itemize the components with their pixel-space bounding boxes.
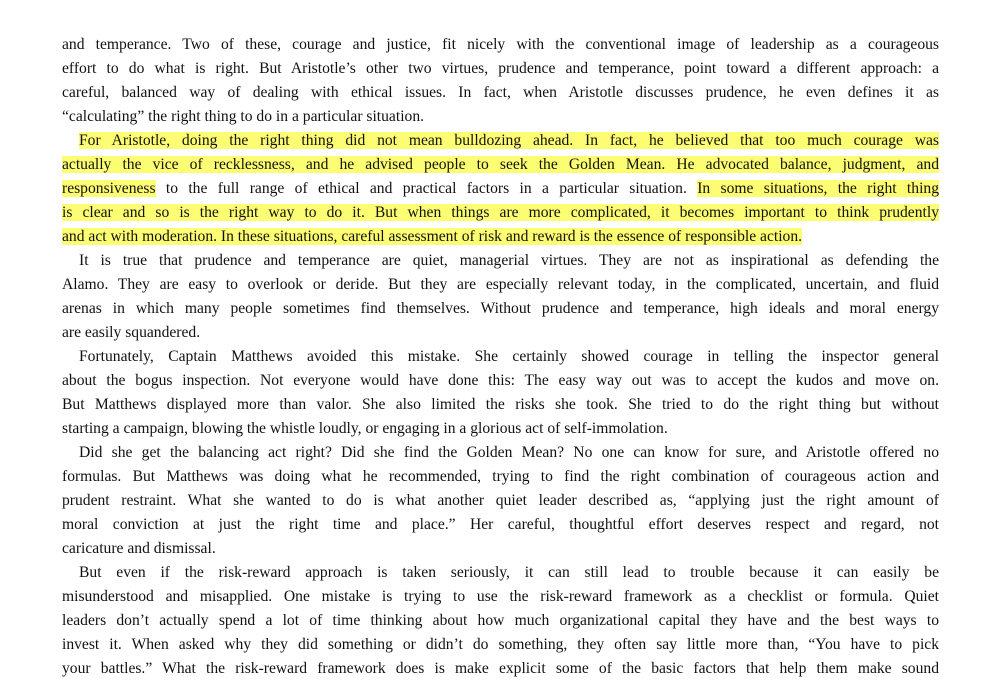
text-line [62, 369, 939, 393]
text-line [62, 297, 939, 321]
text-segment: “calculating” the right thing to do in a particular situation. [62, 108, 425, 125]
text-line [62, 225, 939, 249]
paragraph [62, 129, 939, 249]
text-segment: moral conviction at just the right time and place.” Her careful, thoughtful effort deserves respect and regard, not [62, 516, 939, 533]
text-line [62, 57, 939, 81]
text-line [62, 105, 939, 129]
text-line [62, 537, 939, 561]
text-segment: to the full range of ethical and practical factors in a particular situation. [155, 180, 698, 197]
text-line [62, 489, 939, 513]
highlighted-text: For Aristotle, doing the right thing did not mean bulldozing ahead. In fact, he believed that too much courage was [79, 132, 939, 149]
text-line [62, 609, 939, 633]
text-line [62, 249, 939, 273]
paragraph [62, 345, 939, 441]
paragraph [62, 33, 939, 129]
text-line [62, 129, 939, 153]
text-segment: arenas in which many people sometimes find themselves. Without prudence and temperance, high ideals and moral energy [62, 300, 939, 317]
text-line [62, 201, 939, 225]
text-segment: invest it. When asked why they did something or didn’t do something, they often say little more than, “You have to pick [62, 636, 939, 653]
text-segment: leaders don’t actually spend a lot of time thinking about how much organizational capital they have and the best ways to [62, 612, 939, 629]
text-line [62, 585, 939, 609]
highlighted-text: and act with moderation. In these situations, careful assessment of risk and reward is the essence of responsible action. [62, 228, 803, 245]
document-page [62, 33, 939, 681]
text-line [62, 417, 939, 441]
paragraph [62, 441, 939, 561]
text-line [62, 273, 939, 297]
highlighted-text: responsiveness [62, 180, 156, 197]
highlighted-text: is clear and so is the right way to do it. But when things are more complicated, it becomes important to think prudently [62, 204, 939, 221]
text-segment: are easily squandered. [62, 324, 201, 341]
text-segment: your battles.” What the risk-reward framework does is make explicit some of the basic factors that help them make sound [62, 660, 939, 677]
text-segment: It is true that prudence and temperance are quiet, managerial virtues. They are not as inspirational as defending the [79, 252, 939, 269]
text-line [62, 513, 939, 537]
text-line [62, 465, 939, 489]
text-line [62, 633, 939, 657]
text-line [62, 393, 939, 417]
text-segment: prudent restraint. What she wanted to do is what another quiet leader described as, “applying just the right amount of [62, 492, 939, 509]
text-line [62, 321, 939, 345]
text-line [62, 153, 939, 177]
text-line [62, 561, 939, 585]
text-segment: misunderstood and misapplied. One mistake is trying to use the risk-reward framework as a checklist or formula. Quiet [62, 588, 939, 605]
paragraph [62, 561, 939, 681]
text-segment: Did she get the balancing act right? Did she find the Golden Mean? No one can know for sure, and Aristotle offered no [79, 444, 939, 461]
text-line [62, 441, 939, 465]
text-segment: But Matthews displayed more than valor. She also limited the risks she took. She tried to do the right thing but without [62, 396, 939, 413]
paragraph [62, 249, 939, 345]
text-segment: careful, balanced way of dealing with ethical issues. In fact, when Aristotle discusses prudence, he even defines it as [62, 84, 939, 101]
text-segment: starting a campaign, blowing the whistle loudly, or engaging in a glorious act of self-immolation. [62, 420, 668, 437]
text-segment: formulas. But Matthews was doing what he recommended, trying to find the right combination of courageous action and [62, 468, 939, 485]
text-line [62, 177, 939, 201]
highlighted-text: actually the vice of recklessness, and he advised people to seek the Golden Mean. He advocated balance, judgment, and [62, 156, 939, 173]
text-segment: But even if the risk-reward approach is taken seriously, it can still lead to trouble because it can easily be [79, 564, 939, 581]
text-segment: Fortunately, Captain Matthews avoided this mistake. She certainly showed courage in telling the inspector general [79, 348, 939, 365]
text-segment: Alamo. They are easy to overlook or deride. But they are especially relevant today, in the complicated, uncertain, and fluid [62, 276, 939, 293]
text-line [62, 81, 939, 105]
text-segment: caricature and dismissal. [62, 540, 216, 557]
text-line [62, 345, 939, 369]
text-line [62, 657, 939, 681]
text-segment: about the bogus inspection. Not everyone would have done this: The easy way out was to accept the kudos and move on. [62, 372, 939, 389]
text-segment: and temperance. Two of these, courage and justice, fit nicely with the conventional image of leadership as a courageous [62, 36, 939, 53]
text-line [62, 33, 939, 57]
text-segment: effort to do what is right. But Aristotle’s other two virtues, prudence and temperance, point toward a different approach: a [62, 60, 939, 77]
highlighted-text: In some situations, the right thing [697, 180, 939, 197]
